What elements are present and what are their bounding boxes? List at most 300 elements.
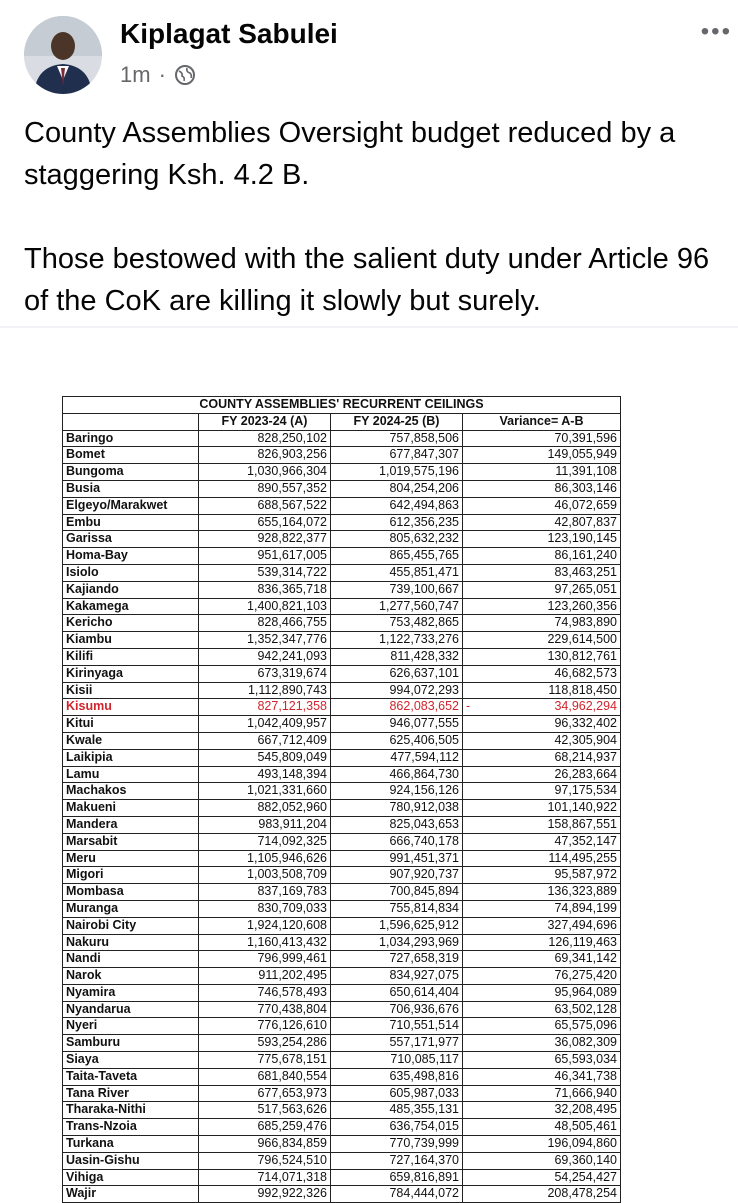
variance-cell: [463, 1018, 621, 1035]
fy2023-cell: [199, 816, 331, 833]
fy2023-cell-value: 776,126,610: [257, 1018, 327, 1033]
fy2024-cell-value: 666,740,178: [389, 833, 459, 848]
fy2024-cell-value: 642,494,863: [389, 497, 459, 512]
fy2024-cell: [331, 598, 463, 615]
fy2024-cell-value: 677,847,307: [389, 447, 459, 462]
variance-cell: [463, 900, 621, 917]
county-cell: [63, 934, 199, 951]
variance-cell: [463, 581, 621, 598]
variance-cell: [463, 447, 621, 464]
county-cell: [63, 497, 199, 514]
variance-cell-value: 83,463,251: [554, 564, 617, 579]
fy2024-cell-value: 1,122,733,276: [379, 632, 459, 647]
fy2023-cell: [199, 1119, 331, 1136]
fy2023-cell-value: 1,112,890,743: [247, 682, 327, 697]
fy2023-cell: [199, 783, 331, 800]
county-cell: [63, 682, 199, 699]
table-row: [63, 951, 621, 968]
variance-cell: [463, 934, 621, 951]
fy2023-cell: [199, 430, 331, 447]
table-row: [63, 1136, 621, 1153]
post-meta: [120, 62, 196, 88]
variance-cell-value: 68,214,937: [554, 749, 617, 764]
fy2023-cell-value: 1,352,347,776: [247, 632, 327, 647]
county-cell-value: Kisii: [66, 682, 93, 697]
fy2024-cell-value: 557,171,977: [389, 1035, 459, 1050]
fy2024-cell-value: 865,455,765: [389, 548, 459, 563]
fy2023-cell: [199, 800, 331, 817]
fy2024-cell-value: 455,851,471: [389, 564, 459, 579]
fy2023-cell-value: 1,003,508,709: [247, 867, 327, 882]
county-cell: [63, 564, 199, 581]
variance-cell-value: 123,190,145: [547, 531, 617, 546]
fy2023-cell-value: 951,617,005: [257, 548, 327, 563]
fy2024-cell-value: 753,482,865: [389, 615, 459, 630]
variance-cell: [463, 884, 621, 901]
variance-cell: [463, 531, 621, 548]
fy2024-cell: [331, 766, 463, 783]
fy2024-cell-value: 1,034,293,969: [379, 934, 459, 949]
fy2023-cell: [199, 1018, 331, 1035]
fy2023-cell-value: 517,563,626: [257, 1102, 327, 1117]
fy2024-cell: [331, 1186, 463, 1203]
post-paragraph: County Assemblies Oversight budget reduced by a staggering Ksh. 4.2 B.: [24, 117, 676, 191]
variance-cell-value: 54,254,427: [554, 1169, 617, 1184]
globe-icon: [174, 64, 196, 86]
fy2024-cell-value: 924,156,126: [389, 783, 459, 798]
county-cell: [63, 615, 199, 632]
fy2024-cell: [331, 699, 463, 716]
fy2023-cell: [199, 564, 331, 581]
table-row: [63, 1018, 621, 1035]
variance-cell: [463, 984, 621, 1001]
county-cell: [63, 1001, 199, 1018]
fy2024-cell: [331, 1169, 463, 1186]
county-cell-value: Nairobi City: [66, 917, 137, 932]
fy2024-cell-value: 1,596,625,912: [379, 917, 459, 932]
fy2023-cell: [199, 531, 331, 548]
fy2023-cell-value: 966,834,859: [257, 1136, 327, 1151]
variance-cell: [463, 548, 621, 565]
county-cell: [63, 632, 199, 649]
avatar-image: [24, 16, 102, 94]
variance-cell: [463, 800, 621, 817]
fy2024-cell: [331, 867, 463, 884]
fy2023-cell: [199, 514, 331, 531]
post-time[interactable]: 1m: [120, 62, 151, 87]
variance-cell-value: 46,072,659: [554, 497, 617, 512]
fy2023-cell: [199, 934, 331, 951]
table-row: [63, 816, 621, 833]
table-row: [63, 867, 621, 884]
fy2024-cell: [331, 514, 463, 531]
fy2024-cell: [331, 900, 463, 917]
fy2023-cell: [199, 951, 331, 968]
fy2023-cell: [199, 548, 331, 565]
variance-cell: [463, 850, 621, 867]
variance-cell-value: 95,587,972: [554, 867, 617, 882]
county-cell: [63, 1136, 199, 1153]
variance-cell-value: 70,391,596: [554, 430, 617, 445]
fy2023-cell-value: 714,071,318: [257, 1169, 327, 1184]
county-cell-value: Siaya: [66, 1052, 99, 1067]
variance-cell: [463, 497, 621, 514]
fy2024-cell: [331, 497, 463, 514]
variance-cell-value: 65,593,034: [554, 1052, 617, 1067]
fy2024-cell: [331, 951, 463, 968]
fy2024-cell-value: 727,164,370: [389, 1152, 459, 1167]
variance-cell: [463, 1119, 621, 1136]
fy2024-cell-value: 466,864,730: [389, 766, 459, 781]
fy2023-cell-value: 493,148,394: [257, 766, 327, 781]
county-cell-value: Mandera: [66, 816, 118, 831]
divider: [0, 326, 738, 328]
fy2023-cell-value: 890,557,352: [257, 480, 327, 495]
fy2024-cell-value: 946,077,555: [389, 716, 459, 731]
table-row: [63, 1119, 621, 1136]
table-row: [63, 497, 621, 514]
fy2023-cell: [199, 1169, 331, 1186]
fy2023-cell-value: 714,092,325: [257, 833, 327, 848]
county-cell: [63, 1186, 199, 1203]
fy2023-cell-value: 681,840,554: [257, 1068, 327, 1083]
table-row: [63, 716, 621, 733]
table-row: [63, 615, 621, 632]
fy2023-cell: [199, 968, 331, 985]
fy2023-cell-value: 828,250,102: [257, 430, 327, 445]
county-cell: [63, 850, 199, 867]
fy2023-cell-value: 992,922,326: [257, 1186, 327, 1201]
county-cell-value: Marsabit: [66, 833, 118, 848]
fy2024-cell-value: 862,083,652: [389, 699, 459, 714]
county-cell-value: Kirinyaga: [66, 665, 123, 680]
fy2024-cell: [331, 581, 463, 598]
fy2023-cell: [199, 648, 331, 665]
variance-cell: [463, 1152, 621, 1169]
fy2024-cell-value: 907,920,737: [389, 867, 459, 882]
variance-cell: [463, 749, 621, 766]
fy2023-cell-value: 911,202,495: [258, 968, 327, 983]
fy2023-cell-value: 828,466,755: [257, 615, 327, 630]
variance-cell: [463, 665, 621, 682]
variance-cell-value: 74,983,890: [554, 615, 617, 630]
fy2024-cell: [331, 1152, 463, 1169]
budget-table: [62, 396, 621, 1203]
fy2024-cell: [331, 682, 463, 699]
fy2023-cell-value: 746,578,493: [257, 984, 327, 999]
county-cell: [63, 447, 199, 464]
county-cell: [63, 548, 199, 565]
fy2023-cell: [199, 665, 331, 682]
fy2023-cell: [199, 497, 331, 514]
county-cell-value: Kitui: [66, 716, 94, 731]
fy2023-cell: [199, 1068, 331, 1085]
fy2023-cell: [199, 850, 331, 867]
fy2024-cell: [331, 1018, 463, 1035]
fy2024-cell-value: 1,277,560,747: [379, 598, 459, 613]
fy2023-cell: [199, 1186, 331, 1203]
county-cell-value: Elgeyo/Marakwet: [66, 497, 168, 512]
table-row: [63, 968, 621, 985]
variance-cell: [463, 732, 621, 749]
more-options-icon[interactable]: •••: [700, 18, 732, 45]
author-name[interactable]: Kiplagat Sabulei: [120, 18, 338, 49]
variance-cell: [463, 615, 621, 632]
table-row: [63, 1035, 621, 1052]
variance-cell: [463, 514, 621, 531]
fy2024-cell-value: 757,858,506: [389, 430, 459, 445]
variance-sign: -: [466, 699, 471, 714]
table-row: [63, 1068, 621, 1085]
fy2023-cell: [199, 917, 331, 934]
variance-cell: [463, 1035, 621, 1052]
fy2023-cell: [199, 984, 331, 1001]
county-cell-value: Makueni: [66, 800, 117, 815]
variance-cell: [463, 1136, 621, 1153]
county-cell: [63, 884, 199, 901]
table-row: [63, 732, 621, 749]
variance-cell: [463, 951, 621, 968]
fy2023-cell-value: 882,052,960: [257, 800, 327, 815]
fy2023-cell-value: 655,164,072: [257, 514, 327, 529]
fy2023-cell-value: 928,822,377: [257, 531, 327, 546]
fy2024-cell: [331, 464, 463, 481]
table-title: COUNTY ASSEMBLIES' RECURRENT CEILINGS: [63, 397, 621, 414]
county-cell-value: Migori: [66, 867, 104, 882]
county-cell: [63, 665, 199, 682]
fy2024-cell-value: 739,100,667: [389, 581, 459, 596]
fy2024-cell: [331, 833, 463, 850]
fy2024-cell: [331, 1052, 463, 1069]
county-cell-value: Machakos: [66, 783, 127, 798]
variance-cell-value: 123,260,356: [547, 598, 617, 613]
county-cell-value: Uasin-Gishu: [66, 1152, 140, 1167]
variance-cell-value: 101,140,922: [547, 800, 617, 815]
table-row: [63, 833, 621, 850]
county-cell: [63, 1085, 199, 1102]
post-header: [0, 0, 738, 100]
table-row: [63, 900, 621, 917]
county-cell-value: Tana River: [66, 1085, 129, 1100]
county-cell-value: Bungoma: [66, 464, 124, 479]
fy2024-cell: [331, 984, 463, 1001]
county-cell: [63, 867, 199, 884]
table-row: [63, 682, 621, 699]
table-row: [63, 749, 621, 766]
county-cell: [63, 732, 199, 749]
variance-cell: [463, 564, 621, 581]
county-cell-value: Muranga: [66, 900, 119, 915]
variance-cell-value: 46,341,738: [554, 1068, 617, 1083]
county-cell: [63, 531, 199, 548]
column-header: [63, 413, 199, 430]
variance-cell-value: 97,175,534: [554, 783, 617, 798]
fy2024-cell: [331, 632, 463, 649]
fy2024-cell: [331, 564, 463, 581]
fy2023-cell-value: 667,712,409: [257, 732, 327, 747]
variance-cell-value: 71,666,940: [554, 1085, 617, 1100]
table-row: [63, 800, 621, 817]
county-cell: [63, 783, 199, 800]
fy2023-cell: [199, 598, 331, 615]
fy2023-cell-value: 1,400,821,103: [247, 598, 327, 613]
county-cell: [63, 598, 199, 615]
fy2024-cell-value: 477,594,112: [390, 749, 459, 764]
variance-cell-value: 74,894,199: [554, 900, 617, 915]
variance-cell-value: 42,305,904: [554, 732, 617, 747]
fy2023-cell: [199, 884, 331, 901]
fy2023-cell-value: 796,524,510: [257, 1152, 327, 1167]
variance-cell: [463, 430, 621, 447]
column-header: Variance= A-B: [463, 413, 621, 430]
table-row: [63, 447, 621, 464]
county-cell: [63, 833, 199, 850]
fy2023-cell: [199, 766, 331, 783]
county-cell-value: Taita-Taveta: [66, 1068, 138, 1083]
fy2023-cell: [199, 1102, 331, 1119]
variance-cell: [463, 816, 621, 833]
fy2024-cell: [331, 430, 463, 447]
fy2024-cell-value: 770,739,999: [389, 1136, 459, 1151]
fy2024-cell: [331, 749, 463, 766]
variance-cell-value: 149,055,949: [547, 447, 617, 462]
avatar[interactable]: [24, 16, 102, 94]
fy2023-cell: [199, 1136, 331, 1153]
county-cell-value: Tharaka-Nithi: [66, 1102, 146, 1117]
county-cell: [63, 1018, 199, 1035]
county-cell-value: Trans-Nzoia: [66, 1119, 137, 1134]
county-cell: [63, 900, 199, 917]
fy2024-cell: [331, 480, 463, 497]
fy2023-cell: [199, 749, 331, 766]
variance-cell-value: 114,495,255: [548, 850, 617, 865]
county-cell-value: Isiolo: [66, 564, 99, 579]
fy2023-cell-value: 836,365,718: [257, 581, 327, 596]
table-body: [63, 430, 621, 1203]
table-row: [63, 699, 621, 716]
county-cell: [63, 1035, 199, 1052]
county-cell: [63, 1119, 199, 1136]
variance-cell: [463, 480, 621, 497]
table-row: [63, 766, 621, 783]
county-cell: [63, 984, 199, 1001]
table-row: [63, 1102, 621, 1119]
county-cell-value: Kakamega: [66, 598, 129, 613]
variance-cell-value: 196,094,860: [547, 1136, 617, 1151]
table-row: [63, 581, 621, 598]
fy2023-cell-value: 1,924,120,608: [247, 917, 327, 932]
table-row: [63, 648, 621, 665]
county-cell: [63, 800, 199, 817]
county-cell-value: Busia: [66, 480, 101, 495]
variance-cell-value: 42,807,837: [554, 514, 617, 529]
fy2024-cell: [331, 968, 463, 985]
table-row: [63, 783, 621, 800]
fy2023-cell-value: 677,653,973: [257, 1085, 327, 1100]
post-paragraph: Those bestowed with the salient duty under Article 96 of the CoK are killing it slowly but surely.: [24, 243, 710, 317]
fy2023-cell-value: 1,021,331,660: [247, 783, 327, 798]
fy2024-cell: [331, 615, 463, 632]
fy2024-cell: [331, 1136, 463, 1153]
variance-cell: [463, 917, 621, 934]
fy2024-cell: [331, 1001, 463, 1018]
county-cell: [63, 1152, 199, 1169]
county-cell: [63, 430, 199, 447]
county-cell-value: Mombasa: [66, 884, 124, 899]
county-cell-value: Laikipia: [66, 749, 113, 764]
fy2023-cell: [199, 1152, 331, 1169]
variance-cell-value: 97,265,051: [554, 581, 617, 596]
table-row: [63, 480, 621, 497]
table-row: [63, 1169, 621, 1186]
county-cell-value: Nyamira: [66, 984, 116, 999]
county-cell-value: Nakuru: [66, 934, 110, 949]
county-cell-value: Kisumu: [66, 699, 112, 714]
fy2023-cell-value: 942,241,093: [257, 648, 327, 663]
fy2023-cell-value: 827,121,358: [257, 699, 327, 714]
table-row: [63, 1052, 621, 1069]
table-row: [63, 1085, 621, 1102]
table-row: [63, 430, 621, 447]
fy2023-cell: [199, 1052, 331, 1069]
fy2024-cell-value: 727,658,319: [389, 951, 459, 966]
county-cell-value: Nyandarua: [66, 1001, 131, 1016]
fy2024-cell: [331, 884, 463, 901]
variance-cell: [463, 1052, 621, 1069]
table-row: [63, 884, 621, 901]
fy2024-cell-value: 834,927,075: [389, 968, 459, 983]
table-row: [63, 984, 621, 1001]
county-cell: [63, 816, 199, 833]
post-image[interactable]: [0, 340, 738, 1200]
fy2024-cell: [331, 783, 463, 800]
fy2023-cell-value: 685,259,476: [257, 1119, 327, 1134]
county-cell-value: Kericho: [66, 615, 113, 630]
county-cell: [63, 480, 199, 497]
table-header-row: [63, 413, 621, 430]
county-cell: [63, 514, 199, 531]
fy2024-cell: [331, 648, 463, 665]
county-cell: [63, 1068, 199, 1085]
fy2023-cell: [199, 1085, 331, 1102]
county-cell-value: Embu: [66, 514, 101, 529]
fy2024-cell-value: 804,254,206: [389, 480, 459, 495]
fy2024-cell: [331, 917, 463, 934]
variance-cell-value: 208,478,254: [547, 1186, 617, 1201]
fy2023-cell-value: 1,042,409,957: [247, 716, 327, 731]
fy2024-cell-value: 994,072,293: [389, 682, 459, 697]
table-row: [63, 934, 621, 951]
table-row: [63, 1152, 621, 1169]
county-cell: [63, 464, 199, 481]
county-cell: [63, 581, 199, 598]
fy2024-cell: [331, 665, 463, 682]
fy2023-cell-value: 983,911,204: [258, 816, 327, 831]
county-cell: [63, 1102, 199, 1119]
fy2023-cell: [199, 699, 331, 716]
fy2024-cell: [331, 1085, 463, 1102]
variance-cell-value: 48,505,461: [554, 1119, 617, 1134]
fy2024-cell: [331, 1068, 463, 1085]
variance-cell-value: 130,812,761: [547, 648, 617, 663]
fy2024-cell: [331, 716, 463, 733]
fy2024-cell-value: 626,637,101: [389, 665, 459, 680]
variance-cell-value: 36,082,309: [554, 1035, 617, 1050]
variance-cell-value: 11,391,108: [555, 464, 617, 479]
variance-cell: [463, 699, 621, 716]
variance-cell-value: 65,575,096: [554, 1018, 617, 1033]
county-cell: [63, 766, 199, 783]
